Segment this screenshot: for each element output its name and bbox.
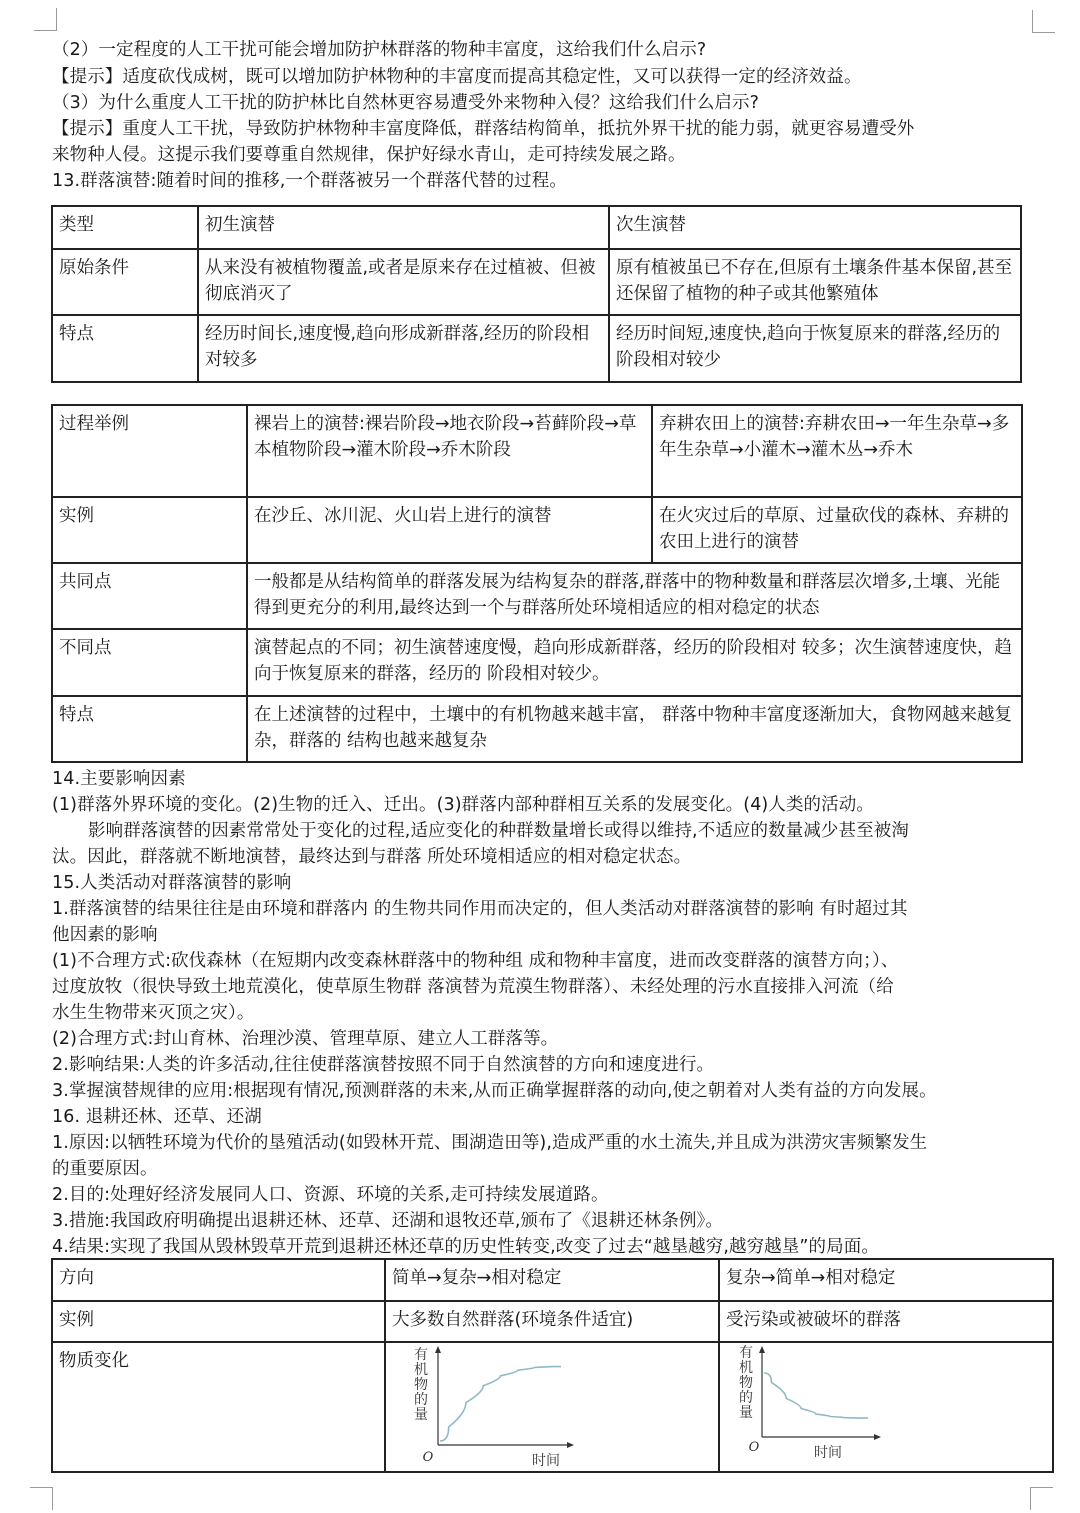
origin-label: O <box>422 1450 434 1465</box>
table3-cell: 受污染或被破坏的群落 <box>719 1301 1053 1342</box>
hint-3-line2: 来物种人侵。这提示我们要尊重自然规律，保护好绿水青山，走可持续发展之路。 <box>52 145 686 165</box>
table2-row-label: 共同点 <box>52 563 247 629</box>
y-axis-label-char: 机 <box>414 1362 428 1378</box>
y-axis-label-char: 有 <box>739 1345 753 1361</box>
y-axis-label-char: 量 <box>739 1405 753 1421</box>
y-axis-label <box>739 1345 753 1421</box>
y-axis-label-char: 的 <box>739 1390 753 1406</box>
section-15-text: 3.掌握演替规律的应用:根据现有情况,预测群落的未来,从而正确掌握群落的动向,使之朝着对人类有益的方向发展。 <box>52 1081 937 1101</box>
table2-cell: 在火灾过后的草原、过量砍伐的森林、弃耕的农田上进行的演替 <box>652 497 1022 563</box>
organic-matter-increase-chart <box>386 1343 716 1469</box>
y-axis-arrow <box>759 1346 765 1353</box>
crop-mark-bottom-left <box>30 1487 53 1510</box>
section-14-heading: 14.主要影响因素 <box>52 769 186 789</box>
section-15-text: 2.影响结果:人类的许多活动,往往使群落演替按照不同于自然演替的方向和速度进行。 <box>52 1055 715 1075</box>
chart-group <box>739 1345 881 1461</box>
succession-types-table <box>51 205 1022 383</box>
table1-header-primary: 初生演替 <box>198 206 609 249</box>
table3-header-complex-to-simple: 复杂→简单→相对稳定 <box>719 1259 1053 1301</box>
y-axis-label-char: 量 <box>414 1407 428 1423</box>
section-15-text: (1)不合理方式:砍伐森林（在短期内改变森林群落中的物种组 成和物种丰富度，进而改变群落的演替方向；）、 <box>52 951 899 971</box>
y-axis-label-char: 物 <box>739 1375 753 1391</box>
section-14-text: 影响群落演替的因素常常处于变化的过程,适应变化的种群数量增长或得以维持,不适应的数量减少甚至被淘 <box>88 821 909 841</box>
chart-cell-decrease <box>719 1342 1053 1472</box>
table1-cell: 经历时间短,速度快,趋向于恢复原来的群落,经历的阶段相对较少 <box>609 315 1021 382</box>
table2-row-label: 特点 <box>52 696 247 762</box>
section-14-text: (1)群落外界环境的变化。(2)生物的迁入、迁出。(3)群落内部种群相互关系的发展变化。(4)人类的活动。 <box>52 795 874 815</box>
chart-cell-increase <box>385 1342 719 1472</box>
section-15-heading: 15.人类活动对群落演替的影响 <box>52 873 292 893</box>
table1-header-secondary: 次生演替 <box>609 206 1021 249</box>
section-16-text: 4.结果:实现了我国从毁林毁草开荒到退耕还林还草的历史性转变,改变了过去“越垦越穷,越穷越垦”的局面。 <box>52 1237 879 1257</box>
origin-label: O <box>748 1440 760 1455</box>
table2-row-label: 不同点 <box>52 629 247 696</box>
section-16-text: 2.目的:处理好经济发展同人口、资源、环境的关系,走可持续发展道路。 <box>52 1185 609 1205</box>
series-line <box>764 1373 868 1418</box>
organic-matter-decrease-chart <box>720 1343 1050 1469</box>
section-13-heading: 13.群落演替:随着时间的推移,一个群落被另一个群落代替的过程。 <box>52 171 567 191</box>
hint-3-line1: 【提示】重度人工干扰，导致防护林物种丰富度降低，群落结构简单，抵抗外界干扰的能力弱，就更容易遭受外 <box>52 119 915 139</box>
crop-mark-top-left <box>34 8 57 31</box>
table2-cell: 弃耕农田上的演替:弃耕农田→一年生杂草→多年生杂草→小灌木→灌木丛→乔木 <box>652 405 1022 497</box>
x-axis-label: 时间 <box>532 1453 560 1469</box>
table3-row-label: 物质变化 <box>52 1342 385 1472</box>
hint-2: 【提示】适度砍伐成树，既可以增加防护林物种的丰富度而提高其稳定性，又可以获得一定的经济效益。 <box>52 67 862 87</box>
crop-mark-top-right <box>1032 10 1055 33</box>
table1-row-label: 原始条件 <box>52 249 198 315</box>
table2-cell-wide: 演替起点的不同；初生演替速度慢，趋向形成新群落，经历的阶段相对 较多；次生演替速度快，趋向于恢复原来的群落，经历的 阶段相对较少。 <box>247 629 1022 696</box>
section-15-text: 水生生物带来灭顶之灾）。 <box>52 1003 255 1023</box>
section-16-text: 的重要原因。 <box>52 1159 158 1179</box>
y-axis-label <box>414 1347 428 1423</box>
section-15-text: 他因素的影响 <box>52 925 158 945</box>
table1-header-type: 类型 <box>52 206 198 249</box>
section-14-text: 汰。因此，群落就不断地演替，最终达到与群落 所处环境相适应的相对稳定状态。 <box>52 847 692 867</box>
table2-cell-wide: 一般都是从结构简单的群落发展为结构复杂的群落,群落中的物种数量和群落层次增多,土壤、光能得到更充分的利用,最终达到一个与群落所处环境相适应的相对稳定的状态 <box>247 563 1022 629</box>
section-16-heading: 16. 退耕还林、还草、还湖 <box>52 1107 262 1127</box>
table3-row-label: 实例 <box>52 1301 385 1342</box>
crop-mark-bottom-right <box>1030 1487 1053 1510</box>
series-line <box>440 1367 561 1441</box>
table2-cell: 裸岩上的演替:裸岩阶段→地衣阶段→苔藓阶段→草本植物阶段→灌木阶段→乔木阶段 <box>247 405 652 497</box>
question-3: （3）为什么重度人工干扰的防护林比自然林更容易遭受外来物种入侵？这给我们什么启示? <box>52 93 760 113</box>
y-axis-label-char: 有 <box>414 1347 428 1363</box>
y-axis-label-char: 物 <box>414 1377 428 1393</box>
section-15-text: (2)合理方式:封山育林、治理沙漠、管理草原、建立人工群落等。 <box>52 1029 559 1049</box>
table1-cell: 原有植被虽已不存在,但原有土壤条件基本保留,甚至还保留了植物的种子或其他繁殖体 <box>609 249 1021 315</box>
x-axis-arrow <box>874 1434 881 1440</box>
y-axis-label-char: 的 <box>414 1392 428 1408</box>
section-16-text: 3.措施:我国政府明确提出退耕还林、还草、还湖和退牧还草,颁布了《退耕还林条例》。 <box>52 1211 724 1231</box>
table3-cell: 大多数自然群落(环境条件适宜) <box>385 1301 719 1342</box>
section-16-text: 1.原因:以牺牲环境为代价的垦殖活动(如毁林开荒、围湖造田等),造成严重的水土流失,并且成为洪涝灾害频繁发生 <box>52 1133 928 1153</box>
table2-cell-wide: 在上述演替的过程中，土壤中的有机物越来越丰富， 群落中物种丰富度逐渐加大，食物网越来越复杂，群落的 结构也越来越复杂 <box>247 696 1022 762</box>
table2-cell: 在沙丘、冰川泥、火山岩上进行的演替 <box>247 497 652 563</box>
succession-comparison-table <box>51 404 1023 763</box>
section-15-text: 过度放牧（很快导致土地荒漠化，使草原生物群 落演替为荒漠生物群落）、未经处理的污水直接排入河流（给 <box>52 977 894 997</box>
table1-cell: 经历时间长,速度慢,趋向形成新群落,经历的阶段相对较多 <box>198 315 609 382</box>
table2-row-label: 实例 <box>52 497 247 563</box>
x-axis-arrow <box>567 1442 574 1448</box>
y-axis-arrow <box>435 1346 441 1353</box>
y-axis-label-char: 机 <box>739 1360 753 1376</box>
question-2: （2）一定程度的人工干扰可能会增加防护林群落的物种丰富度，这给我们什么启示? <box>52 40 707 60</box>
table1-cell: 从来没有被植物覆盖,或者是原来存在过植被、但被彻底消灭了 <box>198 249 609 315</box>
x-axis-label: 时间 <box>814 1445 842 1461</box>
table3-header-simple-to-complex: 简单→复杂→相对稳定 <box>385 1259 719 1301</box>
chart-group <box>414 1346 574 1469</box>
table1-row-label: 特点 <box>52 315 198 382</box>
section-15-text: 1.群落演替的结果往往是由环境和群落内 的生物共同作用而决定的，但人类活动对群落演替的影响 有时超过其 <box>52 899 908 919</box>
succession-direction-table <box>51 1258 1054 1473</box>
table3-header-direction: 方向 <box>52 1259 385 1301</box>
table2-row-label: 过程举例 <box>52 405 247 497</box>
